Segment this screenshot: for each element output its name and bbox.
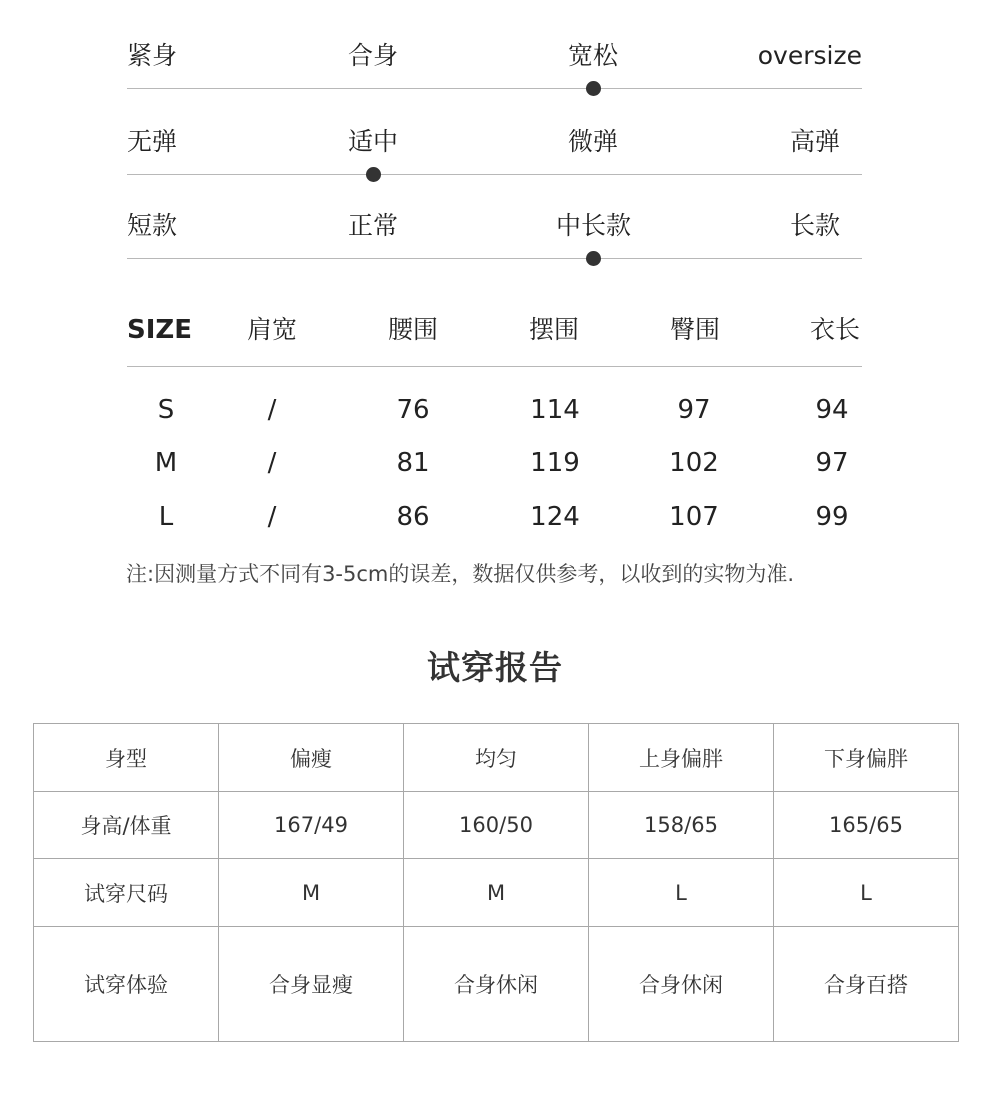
scale-track [127,258,862,259]
size-row [127,499,862,539]
size-cell: 119 [530,448,580,478]
header-divider [127,366,862,367]
size-cell: 76 [396,395,430,425]
scale-label: 紧身 [127,41,178,70]
table-cell: 合身休闲 [404,927,589,1042]
size-cell: 81 [396,448,430,478]
size-row [127,445,862,485]
fit-scale-elasticity [127,126,862,196]
header-hip: 臀围 [670,315,721,344]
scale-track [127,174,862,175]
size-cell: 94 [815,395,849,425]
scale-label: 长款 [789,211,840,240]
size-cell: / [267,502,277,532]
scale-label: 正常 [348,211,399,240]
table-cell: 偏瘦 [219,724,404,792]
size-cell: 97 [815,448,849,478]
scale-label: 适中 [348,127,399,156]
header-hem: 摆围 [529,315,580,344]
table-cell: M [404,859,589,927]
header-shoulder: 肩宽 [247,315,298,344]
size-cell: 102 [669,448,719,478]
table-cell: 合身显瘦 [219,927,404,1042]
size-cell: 99 [815,502,849,532]
size-chart [127,312,862,532]
scale-label: oversize [757,41,862,70]
scale-label: 短款 [127,211,178,240]
header-waist: 腰围 [388,315,439,344]
size-cell: 86 [396,502,430,532]
table-row [34,859,959,927]
fit-scale-length [127,210,862,280]
scale-label: 宽松 [568,41,619,70]
fitting-report-table [33,723,959,1042]
table-cell: 上身偏胖 [589,724,774,792]
table-cell: 165/65 [774,792,959,859]
table-cell: 下身偏胖 [774,724,959,792]
scale-track [127,88,862,89]
fit-scale-tightness [127,40,862,110]
size-cell: L [158,502,174,532]
table-cell: 160/50 [404,792,589,859]
table-cell: 合身百搭 [774,927,959,1042]
report-title: 试穿报告 [427,648,563,687]
scale-marker [586,81,601,96]
size-cell: 107 [669,502,719,532]
size-cell: 97 [677,395,711,425]
size-cell: M [154,448,178,478]
row-header-cell: 身高/体重 [34,792,219,859]
header-length: 衣长 [810,315,861,344]
size-row [127,392,862,432]
size-cell: 124 [530,502,580,532]
table-cell: 合身休闲 [589,927,774,1042]
table-row [34,792,959,859]
row-header-cell: 试穿尺码 [34,859,219,927]
measurement-note: 注:因测量方式不同有3-5cm的误差，数据仅供参考，以收到的实物为准. [126,562,795,586]
scale-label: 中长款 [556,211,632,240]
row-header-cell: 试穿体验 [34,927,219,1042]
size-cell: / [267,448,277,478]
scale-label: 高弹 [789,127,840,156]
table-cell: 均匀 [404,724,589,792]
table-cell: 167/49 [219,792,404,859]
scale-label: 合身 [348,41,399,70]
row-header-cell: 身型 [34,724,219,792]
size-cell: S [157,395,175,425]
table-cell: L [589,859,774,927]
size-cell: / [267,395,277,425]
table-cell: M [219,859,404,927]
scale-label: 微弹 [568,127,619,156]
table-cell: 158/65 [589,792,774,859]
scale-label: 无弹 [127,127,178,156]
table-row [34,927,959,1042]
size-chart-header [127,312,862,352]
scale-marker [586,251,601,266]
scale-marker [366,167,381,182]
size-cell: 114 [530,395,580,425]
table-row [34,724,959,792]
table-cell: L [774,859,959,927]
header-size: SIZE [127,315,193,345]
